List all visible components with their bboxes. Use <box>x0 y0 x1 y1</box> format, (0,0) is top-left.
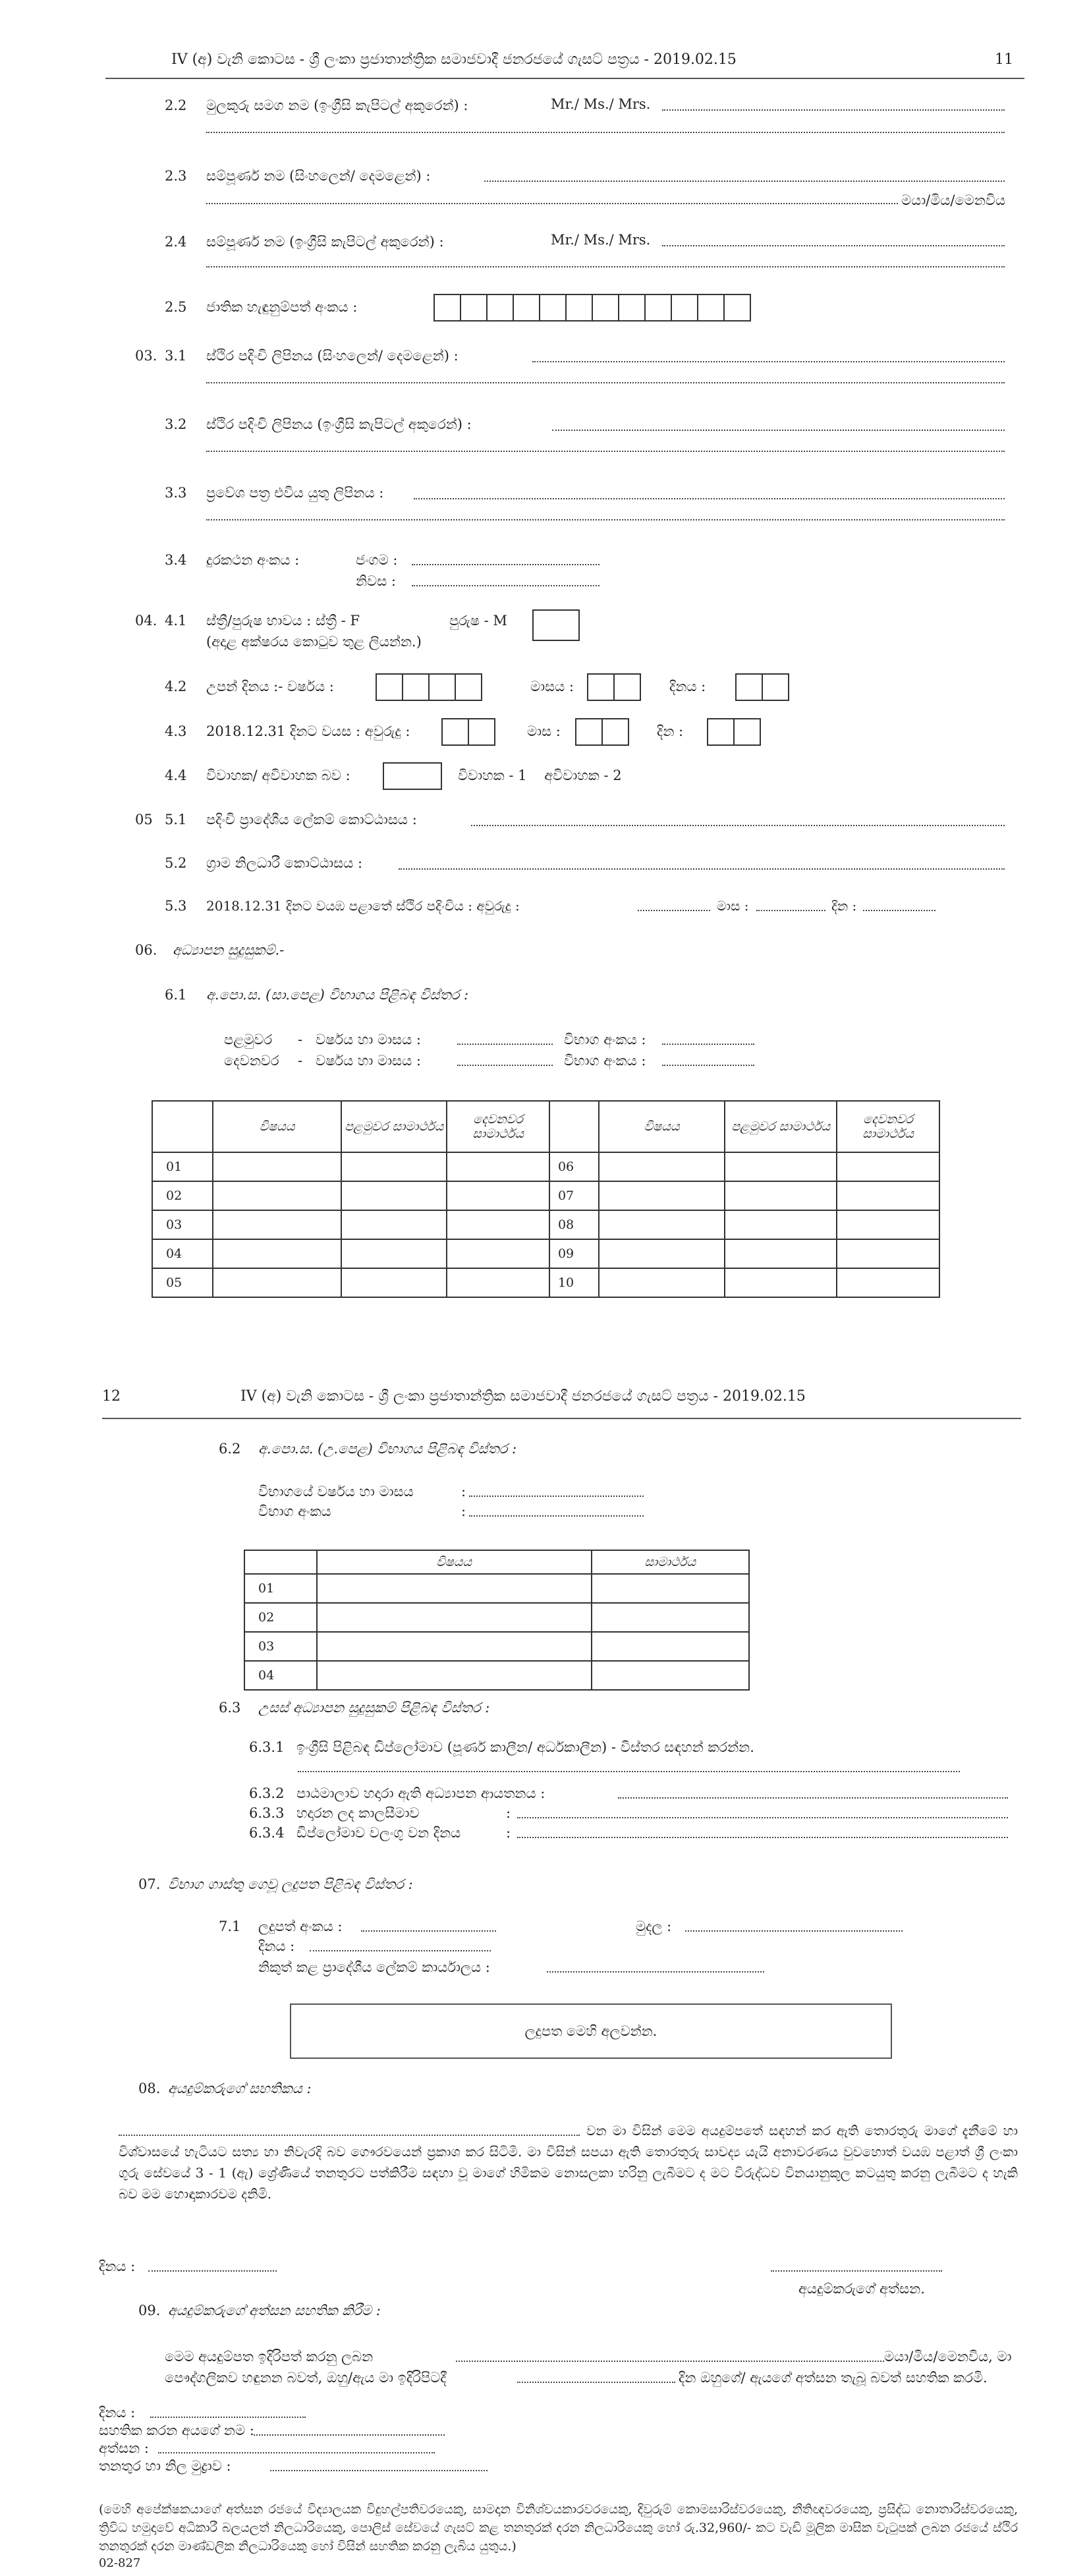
home-phone-field[interactable] <box>412 585 600 586</box>
applicant-signature-label: අයදුම්කරුගේ අත්සන. <box>798 2281 925 2297</box>
gazette-code: 02-827 <box>99 2556 141 2570</box>
table-cell[interactable] <box>837 1268 939 1297</box>
s6-2-label: අ.පො.ස. (උ.පෙළ) විභාගය පිළිබඳ විස්තර : <box>258 1441 517 1457</box>
table-cell[interactable] <box>592 1632 749 1661</box>
s2-4-label: සම්පූර්ණ නම (ඉංග්‍රීසි කැපිටල් අකුරෙන්) : <box>206 234 444 250</box>
ol-first-label: පළමුවර <box>224 1032 273 1048</box>
ol-th-blank-left <box>152 1101 213 1152</box>
s2-2-label: මුලකුරු සමග නම (ඉංග්‍රීසි කැපිටල් අකුරෙන්) : <box>206 98 468 113</box>
s3-2-label: ස්ථිර පදිංචි ලිපිනය (ඉංග්‍රීසි කැපිටල් අකුරෙන්) : <box>206 416 472 432</box>
s6-3-2-label: පාඨමාලාව හදාරා ඇති අධ්‍යාපන ආයතනය : <box>296 1785 545 1801</box>
s6-3-1-num: 6.3.1 <box>249 1739 285 1755</box>
s6-3-4-colon: : <box>506 1825 511 1841</box>
s2-3-suffix: මයා/මිය/මෙනවිය <box>901 192 1006 208</box>
ol-second-ym-field[interactable] <box>457 1065 553 1066</box>
table-cell[interactable] <box>725 1181 837 1210</box>
civil-status-box[interactable] <box>384 762 442 790</box>
residence-years-field[interactable] <box>638 910 710 911</box>
age-year-boxes[interactable] <box>443 718 495 746</box>
table-cell[interactable] <box>599 1181 725 1210</box>
ol-second-label: දෙවනවර <box>224 1053 279 1069</box>
mobile-field[interactable] <box>412 564 600 565</box>
table-cell[interactable] <box>592 1661 749 1690</box>
s4-3-label: 2018.12.31 දිනට වයස : අවුරුදු : <box>206 723 410 739</box>
s2-3-field-2[interactable] <box>206 203 898 204</box>
s7-num: 07. <box>138 1876 161 1892</box>
s5-2-label: ග්‍රාම නිලධාරී කොට්ඨාසය : <box>206 855 363 871</box>
row-number: 05 <box>152 1268 213 1297</box>
row-number: 01 <box>244 1574 317 1603</box>
ol-first-ym-field[interactable] <box>457 1044 553 1045</box>
page-header-2: IV (අ) වැනි කොටස - ශ්‍රී ලංකා ප්‍රජාතාන්ත්‍රික සමාජවාදී ජනරජයේ ගැසට් පත්‍රය - 2019.02.15 <box>240 1388 806 1405</box>
s3-2-field-2[interactable] <box>206 451 1005 452</box>
s4-3-num: 4.3 <box>165 723 187 739</box>
row-number: 02 <box>244 1603 317 1632</box>
residence-days-field[interactable] <box>863 910 935 911</box>
table-cell[interactable] <box>837 1239 939 1268</box>
ol-th-subject-left: විෂයය <box>213 1101 342 1152</box>
cert-sign-field[interactable] <box>158 2452 435 2453</box>
cert-seal-label: තනතුර හා නිල මුද්‍රාව : <box>99 2458 231 2474</box>
table-cell[interactable] <box>725 1210 837 1239</box>
s5-num: 05 <box>135 812 153 827</box>
s5-3-day-label: දින : <box>831 898 857 914</box>
table-cell[interactable] <box>317 1661 592 1690</box>
s3-4-home-label: නිවස : <box>356 573 397 589</box>
table-cell[interactable] <box>592 1603 749 1632</box>
row-number: 03 <box>244 1632 317 1661</box>
s6-2-num: 6.2 <box>219 1441 241 1457</box>
s9-line1a: මෙම අයදුම්පත ඉදිරිපත් කරනු ලබන <box>165 2349 374 2365</box>
s4-4-label: විවාහක/ අවිවාහක බව : <box>206 768 350 783</box>
table-cell[interactable] <box>837 1181 939 1210</box>
table-cell[interactable] <box>213 1268 342 1297</box>
header-rule <box>105 78 1024 79</box>
s3-1-label: ස්ථිර පදිංචි ලිපිනය (සිංහලෙන්/ දෙමළෙන්) : <box>206 348 459 364</box>
s2-4-field-2[interactable] <box>206 266 1005 267</box>
s2-5-label: ජාතික හැඳුනුම්පත් අංකය : <box>206 299 358 315</box>
table-row <box>244 1632 749 1661</box>
al-no-label: විභාග අංකය <box>258 1503 331 1519</box>
s3-3-label: ප්‍රවේශ පත්‍ර එවිය යුතු ලිපිනය : <box>206 485 384 501</box>
s4-2-day-label: දිනය : <box>669 679 706 694</box>
s6-num: 06. <box>135 942 157 958</box>
al-no-field[interactable] <box>469 1515 644 1517</box>
s7-1-num: 7.1 <box>219 1918 241 1934</box>
receipt-date-field[interactable] <box>310 1950 491 1951</box>
table-cell[interactable] <box>447 1239 549 1268</box>
s6-label: අධ්‍යාපන සුදුසුකම්.- <box>173 942 285 958</box>
s6-3-4-num: 6.3.4 <box>249 1825 285 1841</box>
s6-3-1-field[interactable] <box>298 1771 960 1772</box>
s6-3-num: 6.3 <box>219 1700 241 1716</box>
s6-3-2-num: 6.3.2 <box>249 1785 285 1801</box>
row-number: 10 <box>549 1268 599 1297</box>
s3-3-num: 3.3 <box>165 485 187 501</box>
table-cell[interactable] <box>341 1210 447 1239</box>
s8-label: අයදුම්කරුගේ සහතිකය : <box>168 2081 312 2096</box>
s2-3-num: 2.3 <box>165 168 187 184</box>
s6-3-3-label: හදාරන ලද කාලසීමාව <box>296 1805 420 1821</box>
cert-name-field[interactable] <box>254 2434 445 2436</box>
receipt-date-label: දිනය : <box>258 1938 295 1954</box>
s2-3-label: සම්පූර්ණ නම (සිංහලෙන්/ දෙමළෙන්) : <box>206 168 431 184</box>
s6-3-4-field[interactable] <box>517 1837 1008 1838</box>
s3-4-mobile-label: ජංගම : <box>356 552 398 568</box>
al-results-table <box>244 1550 750 1691</box>
table-cell[interactable] <box>599 1210 725 1239</box>
table-cell[interactable] <box>599 1239 725 1268</box>
table-cell[interactable] <box>341 1181 447 1210</box>
amount-field[interactable] <box>685 1930 903 1932</box>
table-cell[interactable] <box>447 1181 549 1210</box>
residence-months-field[interactable] <box>756 910 825 911</box>
s5-3-month-label: මාස : <box>717 898 749 914</box>
al-th-subject: විෂයය <box>317 1550 592 1574</box>
row-number: 02 <box>152 1181 213 1210</box>
table-cell[interactable] <box>341 1268 447 1297</box>
s3-2-num: 3.2 <box>165 416 187 432</box>
table-cell[interactable] <box>213 1152 342 1181</box>
s2-2-num: 2.2 <box>165 98 187 113</box>
ol-first-no-label: විභාග අංකය : <box>564 1032 646 1048</box>
ol-second-no-label: විභාග අංකය : <box>564 1053 646 1069</box>
receipt-no-label: ලදුපත් අංකය : <box>258 1918 343 1934</box>
s2-4-prefix: Mr./ Ms./ Mrs. <box>551 232 651 248</box>
s5-1-field[interactable] <box>471 825 1005 826</box>
al-th-blank <box>244 1550 317 1574</box>
s4-3-month-label: මාස : <box>527 723 561 739</box>
table-cell[interactable] <box>317 1603 592 1632</box>
table-cell[interactable] <box>317 1632 592 1661</box>
al-no-colon: : <box>461 1503 466 1519</box>
s9-line2b: දින ඔහුගේ/ ඇයගේ අත්සන තැබූ බවත් සහතික කරමි. <box>679 2370 988 2386</box>
s6-1-num: 6.1 <box>165 987 187 1003</box>
ol-th-second-left: දෙවනවර සාමාර්ථය <box>447 1101 549 1152</box>
s9-line2a: පෞද්ගලිකව හඳුනන බවත්, ඔහු/ඇය මා ඉදිරිපිටදී <box>165 2370 447 2386</box>
s4-1-male: පුරුෂ - M <box>449 613 507 629</box>
s2-5-num: 2.5 <box>165 299 187 315</box>
s5-3-label: 2018.12.31 දිනට වයඹ පළාතේ ස්ථිර පදිංචිය : අවුරුදු : <box>206 898 520 914</box>
amount-label: මුදල : <box>636 1918 672 1934</box>
s6-3-3-field[interactable] <box>517 1817 1008 1818</box>
row-number: 04 <box>244 1661 317 1690</box>
s2-4-num: 2.4 <box>165 234 187 250</box>
age-day-boxes[interactable] <box>708 718 761 746</box>
table-row <box>152 1181 939 1210</box>
s3-num: 03. <box>135 348 157 364</box>
s4-4-num: 4.4 <box>165 768 187 783</box>
nic-boxes[interactable] <box>435 294 751 322</box>
s3-1-field-2[interactable] <box>206 382 1005 383</box>
table-row <box>152 1152 939 1181</box>
s2-2-field[interactable] <box>662 109 1005 111</box>
s4-1-note: (අදාළ අක්ෂරය කොටුව තුළ ලියන්න.) <box>206 634 422 650</box>
table-cell[interactable] <box>213 1239 342 1268</box>
s6-3-3-colon: : <box>506 1805 511 1821</box>
applicant-signature-line[interactable] <box>771 2270 942 2272</box>
table-cell[interactable] <box>837 1210 939 1239</box>
page-header: IV (අ) වැනි කොටස - ශ්‍රී ලංකා ප්‍රජාතාන්ත්‍රික සමාජවාදී ජනරජයේ ගැසට් පත්‍රය - 2019.02.15 <box>171 51 737 68</box>
table-row <box>152 1210 939 1239</box>
table-cell[interactable] <box>592 1574 749 1603</box>
table-cell[interactable] <box>317 1574 592 1603</box>
s3-3-field-2[interactable] <box>206 519 1005 520</box>
cert-date-label: දිනය : <box>99 2405 136 2421</box>
s3-1-field[interactable] <box>532 361 1005 362</box>
ol-th-blank-right <box>549 1101 599 1152</box>
issuing-office-field[interactable] <box>547 1971 764 1973</box>
s9-date-field[interactable] <box>517 2382 675 2383</box>
dob-day-boxes[interactable] <box>737 673 789 701</box>
s4-3-day-label: දින : <box>657 723 684 739</box>
ol-first-no-field[interactable] <box>662 1044 754 1045</box>
ol-th-second-right: දෙවනවර සාමාර්ථය <box>837 1101 939 1152</box>
table-cell[interactable] <box>447 1210 549 1239</box>
dob-month-boxes[interactable] <box>588 673 641 701</box>
page-number-2: 12 <box>102 1388 121 1405</box>
table-cell[interactable] <box>599 1268 725 1297</box>
table-cell[interactable] <box>341 1152 447 1181</box>
al-th-result: සාමාර්ථය <box>592 1550 749 1574</box>
cert-date-field[interactable] <box>150 2417 306 2418</box>
table-cell[interactable] <box>341 1239 447 1268</box>
table-cell[interactable] <box>725 1268 837 1297</box>
s5-2-field[interactable] <box>399 868 1005 870</box>
age-month-boxes[interactable] <box>576 718 629 746</box>
s3-2-field[interactable] <box>552 430 1005 431</box>
table-cell[interactable] <box>213 1210 342 1239</box>
s3-4-num: 3.4 <box>165 552 187 568</box>
gender-box[interactable] <box>534 609 580 641</box>
issuing-office-label: නිකුත් කළ ප්‍රාදේශීය ලේකම් කාර්යාලය : <box>258 1959 490 1975</box>
al-ym-label: විභාගයේ වර්ෂය හා මාසය <box>258 1484 414 1499</box>
s4-1-label: ස්ත්‍රී/පුරුෂ භාවය : ස්ත්‍රී - F <box>206 613 360 629</box>
s9-label: අයදුම්කරුගේ අත්සන සහතික කිරීම : <box>168 2303 381 2318</box>
row-number: 07 <box>549 1181 599 1210</box>
s4-2-num: 4.2 <box>165 679 187 694</box>
s5-1-num: 5.1 <box>165 812 187 827</box>
s7-label: විභාග ගාස්තු ගෙවූ ලදුපත පිළිබඳ විස්තර : <box>168 1876 413 1892</box>
s4-2-month-label: මාසය : <box>530 679 574 694</box>
table-cell[interactable] <box>447 1268 549 1297</box>
row-number: 08 <box>549 1210 599 1239</box>
table-cell[interactable] <box>213 1181 342 1210</box>
s8-num: 08. <box>138 2081 161 2096</box>
s9-line1b: මයා/මිය/මෙනවිය, මා <box>884 2349 1012 2365</box>
page-number: 11 <box>995 51 1013 68</box>
table-cell[interactable] <box>599 1152 725 1181</box>
table-cell[interactable] <box>725 1152 837 1181</box>
ol-first-ym-label: - වර්ෂය හා මාසය : <box>298 1032 421 1048</box>
s3-1-num: 3.1 <box>165 348 187 364</box>
row-number: 03 <box>152 1210 213 1239</box>
table-row <box>152 1239 939 1268</box>
cert-sign-label: අත්සන : <box>99 2440 149 2456</box>
receipt-paste-box[interactable] <box>290 2003 892 2059</box>
dob-year-boxes[interactable] <box>377 673 482 701</box>
s3-4-label: දුරකථන අංකය : <box>206 552 300 568</box>
row-number: 06 <box>549 1152 599 1181</box>
ol-th-subject-right: විෂයය <box>599 1101 725 1152</box>
ol-second-no-field[interactable] <box>662 1065 754 1066</box>
table-row <box>244 1574 749 1603</box>
cert-name-label: සහතික කරන අයගේ නම : <box>99 2422 254 2438</box>
header-rule-2 <box>102 1418 1021 1419</box>
s2-3-field[interactable] <box>484 181 1005 182</box>
s6-3-2-field[interactable] <box>618 1797 1008 1799</box>
certifier-note: (මෙහි අපේක්ෂකයාගේ අත්සන රජයේ විද්‍යාලයක විදුහල්පතිවරයෙකු, සාමදාන විනිශ්චයකාරවරයෙකු, දිවුරුම් කොමසාරිස්වරයෙකු, නීතිඥවරයෙකු, ප්‍රසිද්ධ නොතාරිස්වරයෙකු, ත්‍රිවිධ හමුදාවේ අධිකාරී බලයලත් නිලධාරියෙකු, පොලිස් සේවයේ ගැසට් කළ තනතුරක් දරන නිලධාරියෙකු හෝ රු.32,960/- කට වැඩි මූලික මාසික වැටුපක් ලබන රජයේ ස්ථිර තනතුරක් දරන මාණ්ඩලික නිලධාරියෙකු හෝ විසින් සහතික කරනු ලැබිය යුතුය.) <box>99 2502 1018 2554</box>
al-ym-field[interactable] <box>469 1496 644 1497</box>
receipt-no-field[interactable] <box>361 1930 496 1932</box>
table-cell[interactable] <box>447 1152 549 1181</box>
s4-2-label: උපන් දිනය :- වර්ෂය : <box>206 679 334 694</box>
s2-2-field-2[interactable] <box>206 132 1005 133</box>
row-number: 04 <box>152 1239 213 1268</box>
row-number: 09 <box>549 1239 599 1268</box>
row-number: 01 <box>152 1152 213 1181</box>
table-row <box>152 1268 939 1297</box>
s2-4-field[interactable] <box>662 245 1005 246</box>
s6-3-label: උසස් අධ්‍යාපන සුදුසුකම් පිළිබඳ විස්තර : <box>258 1700 490 1716</box>
s6-3-1-label: ඉංග්‍රීසි පිළිබඳ ඩිප්ලෝමාව (පූර්ණ කාලීන/ අර්ධකාලීන) - විස්තර සඳහන් කරන්න. <box>296 1739 754 1755</box>
s9-applicant-field[interactable] <box>456 2361 884 2362</box>
s9-num: 09. <box>138 2303 161 2318</box>
ol-second-ym-label: - වර්ෂය හා මාසය : <box>298 1053 421 1069</box>
s4-1-num: 4.1 <box>165 613 187 629</box>
s8-date-field[interactable] <box>148 2270 277 2272</box>
table-row <box>244 1661 749 1690</box>
s5-1-label: පදිංචි ප්‍රාදේශීය ලේකම් කොට්ඨාසය : <box>206 812 417 827</box>
s4-num: 04. <box>135 613 157 629</box>
al-ym-colon: : <box>461 1484 466 1499</box>
s5-2-num: 5.2 <box>165 855 187 871</box>
table-cell[interactable] <box>837 1152 939 1181</box>
ol-th-first-left: පළමුවර සාමාර්ථය <box>341 1101 447 1152</box>
s8-date-label: දිනය : <box>99 2258 136 2274</box>
ol-th-first-right: පළමුවර සාමාර්ථය <box>725 1101 837 1152</box>
s2-2-prefix: Mr./ Ms./ Mrs. <box>551 96 651 112</box>
table-row <box>244 1603 749 1632</box>
s6-1-label: අ.පො.ස. (සා.පෙළ) විභාගය පිළිබඳ විස්තර : <box>206 987 469 1003</box>
s3-3-field[interactable] <box>414 498 1005 499</box>
s6-3-4-label: ඩිප්ලෝමාව වලංගු වන දිනය <box>296 1825 461 1841</box>
declaration-text: වන මා විසින් මෙම අයදුම්පතේ සඳහන් කර ඇති තොරතුරු මාගේ දැනීමේ හා විශ්වාසයේ හැටියට සත්‍ය හා නිවැරදි බව ගෞරවයෙන් ප්‍රකාශ කර සිටිමි. මා විසින් සපයා ඇති තොරතුරු සාවද්‍ය යැයි අනාවරණය වුවහොත් වයඹ පළාත් ශ්‍රී ලංකා ගුරු සේවයේ 3 - 1 (ඇ) ශ්‍රේණියේ තනතුරට පත්කිරීම සඳහා වූ මාගේ හිමිකම නොසලකා හරිනු ලැබීමට ද මට විරුද්ධව විනයානුකූල කටයුතු කරනු ලැබීමට ද හැකි බව මම හොඳාකාරවම දනිමි. <box>119 2123 1018 2202</box>
table-cell[interactable] <box>725 1239 837 1268</box>
cert-seal-field[interactable] <box>270 2470 488 2471</box>
ol-results-table <box>152 1100 940 1298</box>
s4-4-options: විවාහක - 1 අවිවාහක - 2 <box>458 768 622 783</box>
s5-3-num: 5.3 <box>165 898 187 914</box>
s6-3-3-num: 6.3.3 <box>249 1805 285 1821</box>
receipt-paste-text: ලදුපත මෙහි අලවන්න. <box>524 2023 657 2039</box>
